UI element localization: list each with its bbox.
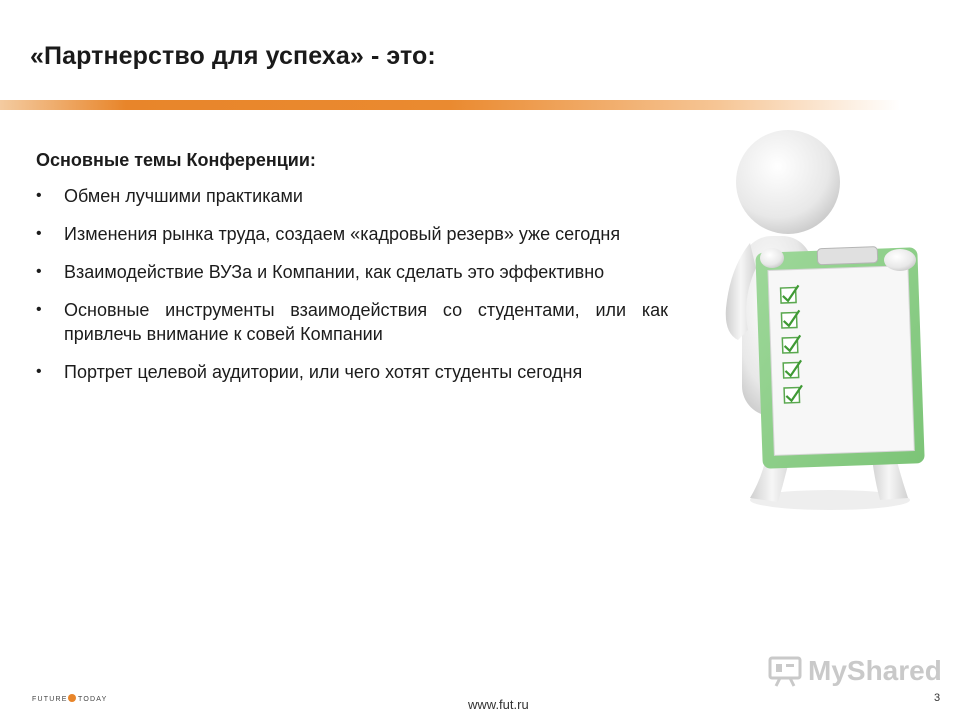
slide-title: «Партнерство для успеха» - это: (30, 42, 436, 70)
bullet-icon: • (36, 225, 42, 242)
topics-heading: Основные темы Конференции: (36, 150, 316, 170)
list-item (36, 260, 668, 284)
bullet-icon: • (36, 263, 42, 280)
future-today-logo (32, 686, 112, 712)
myshared-watermark (768, 654, 942, 688)
topic-text: Обмен лучшими практиками (64, 186, 303, 206)
list-item (36, 184, 668, 208)
list-item (36, 298, 668, 346)
title-divider (0, 100, 900, 110)
head (736, 130, 840, 234)
page-number: 3 (934, 692, 941, 704)
topic-text: Изменения рынка труда, создаем «кадровый резерв» уже сегодня (64, 224, 621, 244)
figure-with-clipboard-illustration (720, 118, 945, 518)
bullet-icon: • (36, 363, 42, 380)
left-hand (760, 248, 784, 268)
topic-text: Портрет целевой аудитории, или чего хотят студенты сегодня (64, 362, 583, 382)
topic-text: Взаимодействие ВУЗа и Компании, как сделать это эффективно (64, 262, 605, 282)
presentation-board-icon (768, 654, 802, 688)
list-item (36, 360, 668, 384)
logo-dot (68, 694, 76, 702)
right-hand (884, 249, 916, 271)
topic-text: Основные инструменты взаимодействия со студентами, или как привлечь внимание к совей Компании (64, 300, 668, 344)
logo-right-text: TODAY (78, 696, 108, 703)
list-item (36, 222, 668, 246)
slide-content (36, 148, 668, 398)
clipboard (755, 245, 925, 469)
bullet-icon: • (36, 301, 42, 318)
topics-list (36, 184, 668, 384)
logo-left-text: FUTURE (32, 696, 68, 703)
footer-url[interactable]: www.fut.ru (468, 697, 529, 712)
watermark-text: MyShared (808, 655, 942, 686)
bullet-icon: • (36, 187, 42, 204)
